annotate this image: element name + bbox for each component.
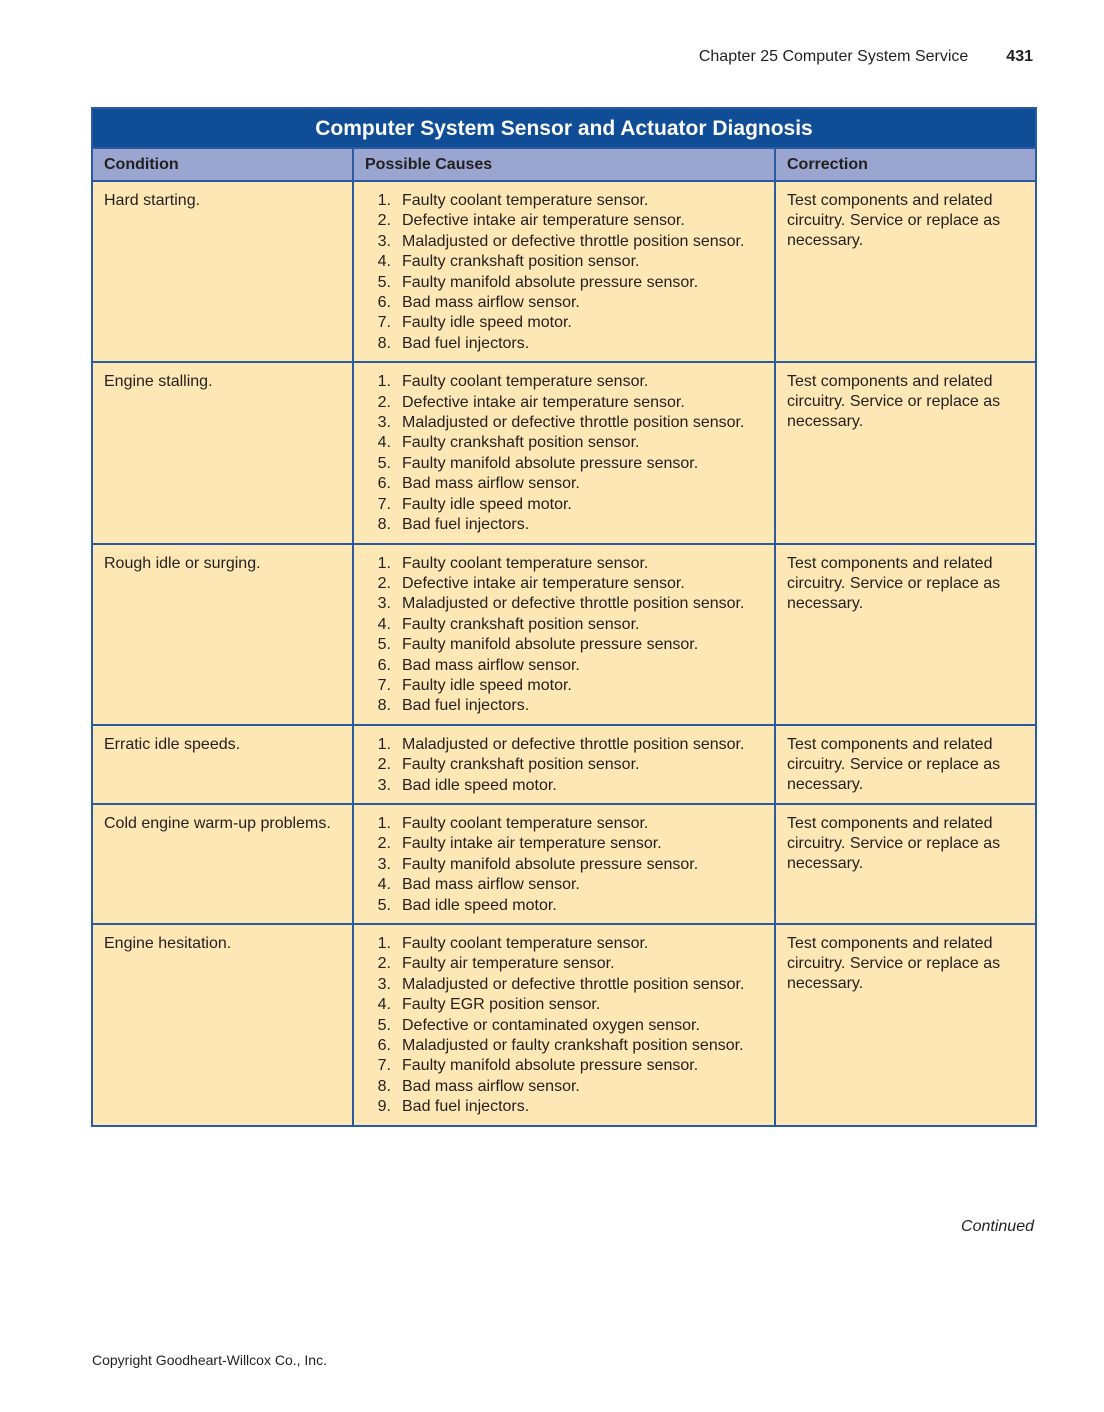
cause-number: 1. bbox=[377, 935, 391, 952]
table-row bbox=[92, 924, 1036, 1126]
cause-number: 5. bbox=[377, 273, 391, 291]
cause-item bbox=[365, 774, 763, 797]
possible-causes-cell bbox=[353, 181, 775, 362]
cause-item bbox=[365, 694, 763, 717]
cause-text: Faulty air temperature sensor. bbox=[402, 955, 615, 973]
cause-number: 4. bbox=[377, 253, 391, 271]
possible-causes-cell bbox=[353, 725, 775, 804]
cause-number: 3. bbox=[377, 232, 391, 250]
cause-text: Faulty crankshaft position sensor. bbox=[402, 253, 640, 271]
cause-number: 4. bbox=[377, 615, 391, 633]
cause-number: 1. bbox=[377, 373, 391, 391]
cause-number: 3. bbox=[377, 595, 391, 613]
cause-number: 3. bbox=[377, 855, 391, 873]
cause-text: Maladjusted or defective throttle position sensor. bbox=[402, 595, 745, 613]
cause-item bbox=[365, 513, 763, 536]
condition-cell: Erratic idle speeds. bbox=[92, 725, 353, 804]
causes-list bbox=[365, 932, 763, 1119]
cause-number: 4. bbox=[377, 434, 391, 452]
cause-text: Bad fuel injectors. bbox=[402, 516, 530, 534]
condition-cell: Rough idle or surging. bbox=[92, 544, 353, 725]
cause-text: Faulty idle speed motor. bbox=[402, 495, 572, 513]
cause-text: Maladjusted or faulty crankshaft position sensor. bbox=[402, 1037, 744, 1055]
cause-number: 2. bbox=[377, 212, 391, 230]
cause-number: 6. bbox=[377, 656, 391, 674]
cause-text: Bad mass airflow sensor. bbox=[402, 1077, 580, 1095]
cause-number: 2. bbox=[377, 574, 391, 592]
causes-list bbox=[365, 812, 763, 917]
cause-item bbox=[365, 1095, 763, 1118]
possible-causes-cell bbox=[353, 544, 775, 725]
cause-number: 8. bbox=[377, 516, 391, 534]
cause-text: Faulty crankshaft position sensor. bbox=[402, 434, 640, 452]
cause-text: Faulty coolant temperature sensor. bbox=[402, 373, 649, 391]
cause-number: 2. bbox=[377, 756, 391, 774]
table-title: Computer System Sensor and Actuator Diagnosis bbox=[91, 107, 1037, 147]
correction-cell: Test components and related circuitry. Service or replace as necessary. bbox=[775, 181, 1036, 362]
cause-text: Maladjusted or defective throttle position sensor. bbox=[402, 414, 745, 432]
continued-label: Continued bbox=[961, 1218, 1034, 1235]
possible-causes-cell bbox=[353, 924, 775, 1126]
column-header-correction: Correction bbox=[775, 148, 1036, 181]
correction-cell: Test components and related circuitry. Service or replace as necessary. bbox=[775, 362, 1036, 543]
cause-number: 3. bbox=[377, 414, 391, 432]
cause-number: 6. bbox=[377, 1037, 391, 1055]
cause-item bbox=[365, 332, 763, 355]
causes-list bbox=[365, 733, 763, 797]
correction-cell: Test components and related circuitry. Service or replace as necessary. bbox=[775, 804, 1036, 924]
chapter-title: Chapter 25 Computer System Service bbox=[698, 48, 969, 65]
page-number: 431 bbox=[1006, 48, 1033, 65]
cause-text: Bad mass airflow sensor. bbox=[402, 656, 580, 674]
cause-number: 9. bbox=[377, 1098, 391, 1116]
running-head bbox=[699, 48, 1033, 66]
cause-number: 5. bbox=[377, 636, 391, 654]
correction-cell: Test components and related circuitry. Service or replace as necessary. bbox=[775, 544, 1036, 725]
cause-number: 5. bbox=[377, 454, 391, 472]
cause-text: Bad fuel injectors. bbox=[402, 1098, 530, 1116]
cause-text: Faulty intake air temperature sensor. bbox=[402, 835, 662, 853]
table-header-row bbox=[92, 148, 1036, 181]
table-row bbox=[92, 804, 1036, 924]
cause-text: Bad fuel injectors. bbox=[402, 334, 530, 352]
cause-number: 1. bbox=[377, 554, 391, 572]
cause-number: 4. bbox=[377, 876, 391, 894]
condition-cell: Hard starting. bbox=[92, 181, 353, 362]
condition-cell: Engine hesitation. bbox=[92, 924, 353, 1126]
table-body bbox=[92, 181, 1036, 1126]
table-row bbox=[92, 362, 1036, 543]
cause-number: 7. bbox=[377, 676, 391, 694]
possible-causes-cell bbox=[353, 362, 775, 543]
cause-number: 1. bbox=[377, 814, 391, 832]
cause-text: Defective intake air temperature sensor. bbox=[402, 574, 685, 592]
cause-number: 1. bbox=[377, 192, 391, 209]
cause-text: Maladjusted or defective throttle position sensor. bbox=[402, 232, 745, 250]
condition-cell: Cold engine warm-up problems. bbox=[92, 804, 353, 924]
cause-number: 8. bbox=[377, 697, 391, 715]
cause-text: Faulty idle speed motor. bbox=[402, 676, 572, 694]
condition-cell: Engine stalling. bbox=[92, 362, 353, 543]
cause-number: 2. bbox=[377, 955, 391, 973]
cause-item bbox=[365, 894, 763, 917]
causes-list bbox=[365, 552, 763, 718]
cause-text: Faulty coolant temperature sensor. bbox=[402, 192, 649, 209]
cause-text: Defective intake air temperature sensor. bbox=[402, 212, 685, 230]
table-row bbox=[92, 725, 1036, 804]
cause-text: Faulty crankshaft position sensor. bbox=[402, 756, 640, 774]
column-header-condition: Condition bbox=[92, 148, 353, 181]
cause-text: Bad mass airflow sensor. bbox=[402, 294, 580, 312]
table-row bbox=[92, 544, 1036, 725]
causes-list bbox=[365, 189, 763, 355]
cause-number: 5. bbox=[377, 1016, 391, 1034]
cause-text: Faulty manifold absolute pressure sensor. bbox=[402, 454, 699, 472]
cause-number: 6. bbox=[377, 294, 391, 312]
table-row bbox=[92, 181, 1036, 362]
cause-number: 7. bbox=[377, 1057, 391, 1075]
cause-text: Bad idle speed motor. bbox=[402, 896, 557, 914]
cause-number: 7. bbox=[377, 314, 391, 332]
cause-text: Defective or contaminated oxygen sensor. bbox=[402, 1016, 700, 1034]
cause-text: Faulty manifold absolute pressure sensor. bbox=[402, 273, 699, 291]
copyright-notice: Copyright Goodheart-Willcox Co., Inc. bbox=[92, 1352, 327, 1368]
diagnosis-table-container bbox=[91, 107, 1035, 1127]
cause-text: Faulty crankshaft position sensor. bbox=[402, 615, 640, 633]
cause-number: 2. bbox=[377, 835, 391, 853]
cause-text: Faulty manifold absolute pressure sensor. bbox=[402, 636, 699, 654]
cause-text: Faulty coolant temperature sensor. bbox=[402, 814, 649, 832]
cause-number: 1. bbox=[377, 735, 391, 753]
cause-number: 5. bbox=[377, 896, 391, 914]
correction-cell: Test components and related circuitry. Service or replace as necessary. bbox=[775, 725, 1036, 804]
cause-text: Faulty manifold absolute pressure sensor. bbox=[402, 855, 699, 873]
cause-text: Bad fuel injectors. bbox=[402, 697, 530, 715]
column-header-possible-causes: Possible Causes bbox=[353, 148, 775, 181]
cause-text: Faulty manifold absolute pressure sensor. bbox=[402, 1057, 699, 1075]
correction-cell: Test components and related circuitry. Service or replace as necessary. bbox=[775, 924, 1036, 1126]
cause-text: Maladjusted or defective throttle position sensor. bbox=[402, 975, 745, 993]
cause-number: 2. bbox=[377, 393, 391, 411]
cause-number: 6. bbox=[377, 475, 391, 493]
cause-number: 8. bbox=[377, 334, 391, 352]
possible-causes-cell bbox=[353, 804, 775, 924]
cause-text: Faulty coolant temperature sensor. bbox=[402, 554, 649, 572]
cause-text: Faulty coolant temperature sensor. bbox=[402, 935, 649, 952]
cause-text: Bad mass airflow sensor. bbox=[402, 876, 580, 894]
cause-number: 8. bbox=[377, 1077, 391, 1095]
causes-list bbox=[365, 370, 763, 536]
cause-text: Bad mass airflow sensor. bbox=[402, 475, 580, 493]
cause-text: Bad idle speed motor. bbox=[402, 776, 557, 794]
diagnosis-table bbox=[91, 107, 1037, 1127]
cause-text: Faulty idle speed motor. bbox=[402, 314, 572, 332]
cause-text: Faulty EGR position sensor. bbox=[402, 996, 601, 1014]
cause-number: 3. bbox=[377, 776, 391, 794]
cause-text: Maladjusted or defective throttle position sensor. bbox=[402, 735, 745, 753]
cause-number: 3. bbox=[377, 975, 391, 993]
cause-number: 7. bbox=[377, 495, 391, 513]
cause-number: 4. bbox=[377, 996, 391, 1014]
cause-text: Defective intake air temperature sensor. bbox=[402, 393, 685, 411]
